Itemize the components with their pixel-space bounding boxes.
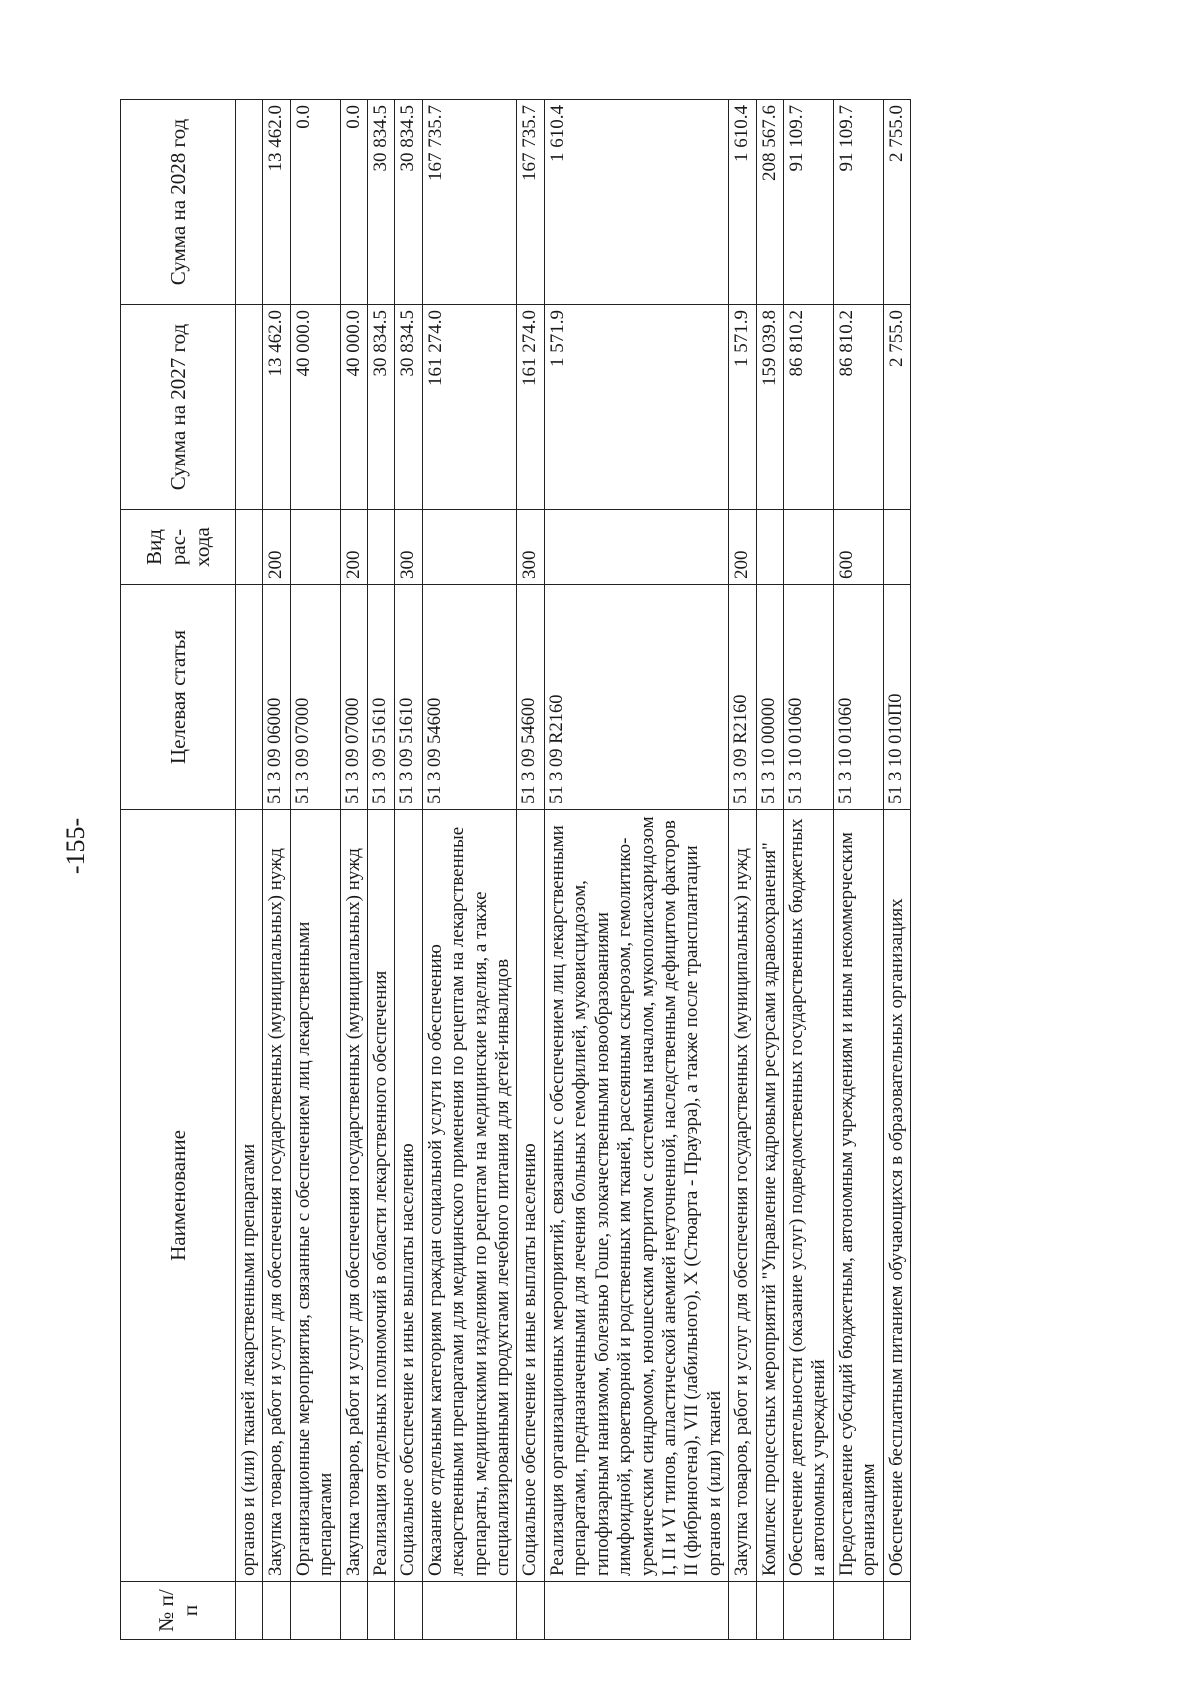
- row-name: Оказание отдельным категориям граждан социальной услуги по обеспечению лекарственными препаратами для медицинского применения по рецептам на лекарственные препараты, медицинскими изделиями по рецептам на медицинские изделия, а также специализированными продуктами лечебного питания для детей-инвалидов: [422, 810, 517, 1582]
- row-num: [544, 1582, 728, 1640]
- row-name: Закупка товаров, работ и услуг для обеспечения государственных (муниципальных) нужд: [340, 810, 367, 1582]
- row-num: [756, 1582, 783, 1640]
- row-sum-2027: 86 810.2: [833, 305, 883, 510]
- row-type: [368, 510, 395, 585]
- row-sum-2027: 161 274.0: [517, 305, 544, 510]
- row-name: Реализация организационных мероприятий, связанных с обеспечением лиц лекарственными препаратами, предназначенными для лечения больных гемофилией, муковисцидозом, гипофизарным нанизмом, болезнью Гоше, злокачественными новообразованиями лимфоидной, кроветворной и родственных им тканей, рассеянным склерозом, гемолитико-уремическим синдромом, юношеским артритом с системным началом, мукополисахаридозом I, II и VI типов, апластической анемией неуточненной, наследственным дефицитом факторов II (фибриногена), VII (лабильного), X (Стюарта - Прауэра), а также после трансплантации органов и (или) тканей: [544, 810, 728, 1582]
- row-sum-2028: 167 735.7: [422, 100, 517, 305]
- row-type: [422, 510, 517, 585]
- row-sum-2028: 1 610.4: [729, 100, 756, 305]
- table-row: [544, 100, 728, 1640]
- row-name: органов и (или) тканей лекарственными препаратами: [236, 810, 263, 1582]
- table-header: [121, 100, 236, 1640]
- row-name: Предоставление субсидий бюджетным, автономным учреждениям и иным некоммерческим организациям: [833, 810, 883, 1582]
- table-row: [236, 100, 263, 1640]
- row-code: 51 3 10 01060: [833, 585, 883, 810]
- table-row: [756, 100, 783, 1640]
- row-code: 51 3 09 R2160: [729, 585, 756, 810]
- table-row: [340, 100, 367, 1640]
- table-row: [517, 100, 544, 1640]
- row-sum-2028: 0.0: [290, 100, 340, 305]
- row-num: [833, 1582, 883, 1640]
- row-sum-2027: 30 834.5: [368, 305, 395, 510]
- row-sum-2028: 91 109.7: [783, 100, 833, 305]
- row-num: [368, 1582, 395, 1640]
- row-type: [236, 510, 263, 585]
- row-sum-2028: 208 567.6: [756, 100, 783, 305]
- table-row: [729, 100, 756, 1640]
- row-num: [517, 1582, 544, 1640]
- row-sum-2027: 159 039.8: [756, 305, 783, 510]
- row-type: [756, 510, 783, 585]
- budget-table: [120, 99, 911, 1640]
- table-row: [290, 100, 340, 1640]
- row-type: 600: [833, 510, 883, 585]
- row-name: Закупка товаров, работ и услуг для обеспечения государственных (муниципальных) нужд: [729, 810, 756, 1582]
- row-sum-2027: 86 810.2: [783, 305, 833, 510]
- row-sum-2027: 161 274.0: [422, 305, 517, 510]
- row-sum-2027: 1 571.9: [544, 305, 728, 510]
- row-type: 200: [263, 510, 290, 585]
- row-num: [340, 1582, 367, 1640]
- row-name: Закупка товаров, работ и услуг для обеспечения государственных (муниципальных) нужд: [263, 810, 290, 1582]
- row-type: [783, 510, 833, 585]
- row-code: 51 3 09 54600: [517, 585, 544, 810]
- row-sum-2028: 167 735.7: [517, 100, 544, 305]
- row-type: [883, 510, 910, 585]
- row-sum-2027: 40 000.0: [290, 305, 340, 510]
- row-sum-2028: 91 109.7: [833, 100, 883, 305]
- table-row: [263, 100, 290, 1640]
- row-code: 51 3 09 51610: [395, 585, 422, 810]
- table-body: [236, 100, 911, 1640]
- header-name: Наименование: [121, 810, 236, 1582]
- row-type: 300: [395, 510, 422, 585]
- row-sum-2027: 2 755.0: [883, 305, 910, 510]
- row-code: 51 3 10 01060: [783, 585, 833, 810]
- row-type: 200: [340, 510, 367, 585]
- row-sum-2028: [236, 100, 263, 305]
- row-code: 51 3 09 R2160: [544, 585, 728, 810]
- header-sum-2027: Сумма на 2027 год: [121, 305, 236, 510]
- row-sum-2027: 1 571.9: [729, 305, 756, 510]
- budget-table-container: [120, 100, 1060, 1640]
- row-sum-2028: 13 462.0: [263, 100, 290, 305]
- row-sum-2027: 30 834.5: [395, 305, 422, 510]
- row-code: 51 3 10 010П0: [883, 585, 910, 810]
- row-name: Реализация отдельных полномочий в области лекарственного обеспечения: [368, 810, 395, 1582]
- row-code: 51 3 09 07000: [290, 585, 340, 810]
- row-code: 51 3 09 06000: [263, 585, 290, 810]
- row-num: [263, 1582, 290, 1640]
- row-num: [729, 1582, 756, 1640]
- row-name: Обеспечение деятельности (оказание услуг) подведомственных государственных бюджетных и автономных учреждений: [783, 810, 833, 1582]
- header-num: № п/п: [121, 1582, 236, 1640]
- table-row: [833, 100, 883, 1640]
- header-row: [121, 100, 236, 1640]
- header-sum-2028: Сумма на 2028 год: [121, 100, 236, 305]
- row-code: 51 3 09 51610: [368, 585, 395, 810]
- header-code: Целевая статья: [121, 585, 236, 810]
- row-sum-2028: 0.0: [340, 100, 367, 305]
- row-sum-2027: [236, 305, 263, 510]
- row-name: Социальное обеспечение и иные выплаты населению: [517, 810, 544, 1582]
- row-type: [290, 510, 340, 585]
- row-num: [883, 1582, 910, 1640]
- row-num: [783, 1582, 833, 1640]
- table-row: [395, 100, 422, 1640]
- table-row: [368, 100, 395, 1640]
- row-name: Социальное обеспечение и иные выплаты населению: [395, 810, 422, 1582]
- table-row: [422, 100, 517, 1640]
- row-num: [422, 1582, 517, 1640]
- row-sum-2028: 1 610.4: [544, 100, 728, 305]
- row-name: Организационные мероприятия, связанные с обеспечением лиц лекарственными препаратами: [290, 810, 340, 1582]
- table-row: [883, 100, 910, 1640]
- row-sum-2028: 2 755.0: [883, 100, 910, 305]
- row-code: [236, 585, 263, 810]
- row-num: [395, 1582, 422, 1640]
- row-sum-2028: 30 834.5: [368, 100, 395, 305]
- row-code: 51 3 10 00000: [756, 585, 783, 810]
- row-sum-2027: 40 000.0: [340, 305, 367, 510]
- row-type: [544, 510, 728, 585]
- table-row: [783, 100, 833, 1640]
- row-sum-2027: 13 462.0: [263, 305, 290, 510]
- row-type: 300: [517, 510, 544, 585]
- row-name: Обеспечение бесплатным питанием обучающихся в образовательных организациях: [883, 810, 910, 1582]
- row-num: [290, 1582, 340, 1640]
- page-number: -155-: [61, 817, 90, 875]
- row-sum-2028: 30 834.5: [395, 100, 422, 305]
- row-code: 51 3 09 54600: [422, 585, 517, 810]
- row-type: 200: [729, 510, 756, 585]
- row-num: [236, 1582, 263, 1640]
- row-name: Комплекс процессных мероприятий "Управление кадровыми ресурсами здравоохранения": [756, 810, 783, 1582]
- header-type: Вид рас-хода: [121, 510, 236, 585]
- row-code: 51 3 09 07000: [340, 585, 367, 810]
